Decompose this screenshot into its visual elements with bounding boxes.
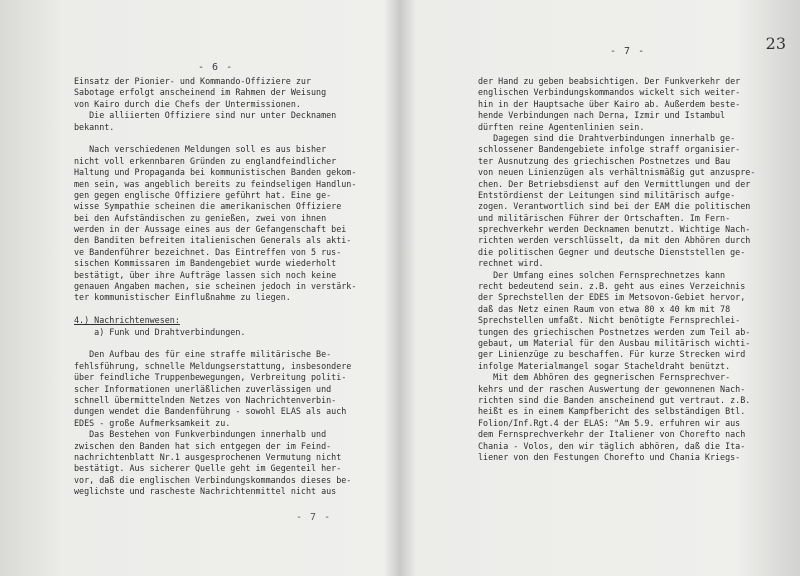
text-line: Einsatz der Pionier- und Kommando-Offiziere zur bbox=[74, 76, 311, 86]
text-line: sprechverkehr werden Decknamen benutzt. Wichtige Nach- bbox=[478, 224, 751, 235]
corner-folio-number: 23 bbox=[765, 34, 786, 53]
text-line: und militärischen Führer der Ortschaften. Im Fern- bbox=[478, 212, 731, 223]
right-page-text bbox=[478, 76, 755, 463]
text-line: nachrichtenblatt Nr.1 ausgesprochenen Vermutung nicht bbox=[74, 451, 342, 462]
text-line: bekannt. bbox=[74, 121, 115, 132]
left-page-text bbox=[74, 76, 356, 497]
text-line: richten sind die Banden anscheinend gut vertraut. z.B. bbox=[478, 394, 751, 405]
text-line: genauen Angaben machen, sie scheinen jedoch in verstärk- bbox=[74, 281, 357, 292]
page-number-right: - 7 - bbox=[610, 46, 646, 57]
text-line: zogen. Verantwortlich sind bei der EAM die politischen bbox=[478, 201, 751, 212]
text-line: weglichste und rascheste Nachrichtenmittel nicht aus bbox=[74, 486, 337, 497]
text-line: rechnet wird. bbox=[478, 258, 544, 269]
text-line: Dagegen sind die Drahtverbindungen innerhalb ge- bbox=[478, 132, 736, 143]
text-line: von neuen Linienzügen als verhältnismäßig gut anzuspre- bbox=[478, 167, 756, 178]
text-line: Der Umfang eines solchen Fernsprechnetzes kann bbox=[478, 269, 726, 280]
page-number-left: - 6 - bbox=[198, 62, 234, 73]
text-line: werden in der Aussage eines aus der Gefangenschaft bei bbox=[74, 224, 347, 235]
text-line: gen gegen englische Offiziere geführt hat. Eine ge- bbox=[74, 189, 332, 200]
text-line: Sprechstellen umfaßt. Nicht benötigte Fernsprechlei- bbox=[478, 315, 741, 326]
text-line: hende Verbindungen nach Derna, Izmir und Istambul bbox=[478, 110, 726, 121]
text-line: wisse Sympathie scheinen die amerikanischen Offiziere bbox=[74, 201, 342, 212]
text-line: fehlsführung, schnelle Meldungserstattung, insbesondere bbox=[74, 360, 352, 371]
text-line: chen. Der Betriebsdienst auf den Vermittlungen und der bbox=[478, 178, 751, 189]
text-line: über feindliche Truppenbewegungen, Verbreitung politi- bbox=[74, 372, 347, 383]
text-line: Die alliierten Offiziere sind nur unter Decknamen bbox=[74, 110, 337, 121]
text-line: bei den Aufständischen zu genießen, zwei von ihnen bbox=[74, 212, 327, 223]
text-line bbox=[74, 304, 356, 315]
text-line: Sabotage erfolgt anscheinend im Rahmen der Weisung bbox=[74, 87, 327, 98]
text-line: Haltung und Propaganda bei kommunistischen Banden gekom- bbox=[74, 167, 357, 178]
text-line: ter Ausnutzung des griechischen Postnetzes und Bau bbox=[478, 155, 731, 166]
text-line bbox=[74, 338, 356, 349]
text-line: Entstördienst der Leitungen sind militärisch aufge- bbox=[478, 189, 736, 200]
text-line: recht bedeutend sein. z.B. geht aus eines Verzeichnis bbox=[478, 281, 746, 292]
text-line: infolge Materialmangel sogar Stacheldraht benützt. bbox=[478, 360, 731, 371]
text-line: bestätigt. Aus sicherer Quelle geht im Gegenteil her- bbox=[74, 463, 342, 474]
text-line: der Hand zu geben beabsichtigen. Der Funkverkehr der bbox=[478, 76, 741, 86]
text-line: kehrs und der raschen Auswertung der gewonnenen Nach- bbox=[478, 383, 746, 394]
text-line: hin in der Hauptsache über Kairo ab. Außerdem beste- bbox=[478, 98, 741, 109]
text-line: a) Funk und Drahtverbindungen. bbox=[74, 326, 246, 337]
left-page bbox=[0, 0, 398, 576]
text-line: 4.) Nachrichtenwesen: bbox=[74, 315, 180, 326]
text-line: scher Informationen unerläßlichen zuverlässigen und bbox=[74, 383, 332, 394]
text-line bbox=[74, 133, 356, 144]
text-line: ter kommunistischer Einflußnahme zu liegen. bbox=[74, 292, 291, 303]
text-line: Folion/Inf.Rgt.4 der ELAS: "Am 5.9. erfuhren wir aus bbox=[478, 417, 741, 428]
text-line: nicht voll erkennbaren Gründen zu englandfeindlicher bbox=[74, 155, 337, 166]
text-line: schnell übermittelnden Netzes von Nachrichtenverbin- bbox=[74, 394, 337, 405]
text-line: von Kairo durch die Chefs der Untermissionen. bbox=[74, 98, 301, 109]
text-line: tungen des griechischen Postnetzes werden zum Teil ab- bbox=[478, 326, 751, 337]
text-line: EDES - große Aufmerksamkeit zu. bbox=[74, 417, 231, 428]
text-line: liener von den Festungen Chorefto und Chania Kriegs- bbox=[478, 451, 741, 462]
footer-page-marker: - 7 - bbox=[296, 512, 332, 523]
text-line: bestätigt, über ihre Aufträge lassen sich noch keine bbox=[74, 269, 337, 280]
text-line: vor, daß die englischen Verbindungskommandos dieses be- bbox=[74, 474, 352, 485]
right-page bbox=[402, 0, 800, 576]
text-line: heißt es in einem Kampfbericht des selbständigen Btl. bbox=[478, 406, 746, 417]
text-line: men sein, was angeblich bereits zu feindseligen Handlun- bbox=[74, 178, 357, 189]
text-line: Das Bestehen von Funkverbindungen innerhalb und bbox=[74, 429, 327, 440]
text-line: gebaut, um Material für den Ausbau militärisch wichti- bbox=[478, 337, 751, 348]
text-line: Nach verschiedenen Meldungen soll es aus bisher bbox=[74, 144, 327, 155]
text-line: schlossener Bandengebiete infolge straff organisier- bbox=[478, 144, 741, 155]
text-line: Chania - Volos, den wir täglich abhören, daß die Ita- bbox=[478, 440, 746, 451]
text-line: englischen Verbindungskommandos wickelt sich weiter- bbox=[478, 87, 741, 98]
text-line: sischen Kommissaren im Bandengebiet wurde wiederholt bbox=[74, 258, 337, 269]
text-line: den Banditen befreiten italienischen Generals als akti- bbox=[74, 235, 352, 246]
text-line: der Sprechstellen der EDES im Metsovon-Gebiet hervor, bbox=[478, 292, 746, 303]
text-line: ger Linienzüge zu beschaffen. Für kurze Strecken wird bbox=[478, 349, 746, 360]
text-line: die politischen Gegner und deutsche Dienststellen ge- bbox=[478, 246, 746, 257]
text-line: ve Bandenführer bezeichnet. Das Eintreffen von 5 rus- bbox=[74, 246, 342, 257]
text-line: dem Fernsprechverkehr der Italiener von Chorefto nach bbox=[478, 429, 746, 440]
text-line: daß das Netz einen Raum von etwa 80 x 40 km mit 78 bbox=[478, 303, 731, 314]
text-line: Mit dem Abhören des gegnerischen Fernsprechver- bbox=[478, 372, 731, 383]
text-line: Den Aufbau des für eine straffe militärische Be- bbox=[74, 349, 332, 360]
text-line: dürften reine Agentenlinien sein. bbox=[478, 121, 645, 132]
text-line: dungen wendet die Bandenführung - sowohl ELAS als auch bbox=[74, 406, 347, 417]
text-line: zwischen den Banden hat sich entgegen der im Feind- bbox=[74, 440, 332, 451]
text-line: richten werden verschlüsselt, da mit den Abhören durch bbox=[478, 235, 751, 246]
